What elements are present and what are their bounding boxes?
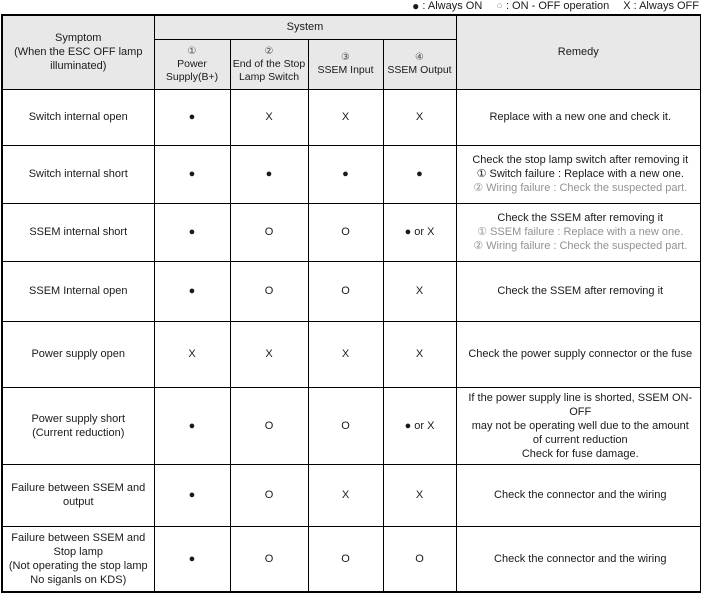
signal-cell: ● <box>154 387 230 464</box>
legend-always-off-label: : Always OFF <box>633 0 699 12</box>
remedy-column-header: Remedy <box>456 15 701 89</box>
symptom-cell: SSEM Internal open <box>2 261 154 321</box>
remedy-cell: Check the stop lamp switch after removing it ① Switch failure : Replace with a new one. ② Wiring failure : Check the suspected part. <box>456 145 701 203</box>
remedy-cell: If the power supply line is shorted, SSEM ON-OFF may not be operating well due to the amount of current reduction Check for fuse damage. <box>456 387 701 464</box>
header-row-system <box>2 15 701 39</box>
signal-cell: X <box>230 89 308 145</box>
table-row <box>2 526 701 592</box>
signal-cell: O <box>230 464 308 526</box>
circled-2-icon: ② <box>264 45 274 57</box>
column-label: End of the Stop Lamp Switch <box>232 57 306 83</box>
remedy-cell: Check the connector and the wiring <box>456 464 701 526</box>
symptom-cell: Failure between SSEM and output <box>2 464 154 526</box>
table-row <box>2 387 701 464</box>
column-header-power-supply <box>154 39 230 89</box>
signal-cell: ● <box>154 526 230 592</box>
signal-cell: X <box>154 321 230 387</box>
signal-cell: X <box>308 89 383 145</box>
circled-1-icon: ① <box>187 45 197 57</box>
signal-cell: ● <box>154 203 230 261</box>
signal-cell: O <box>230 526 308 592</box>
symptom-column-header <box>2 15 154 89</box>
signal-cell: O <box>308 387 383 464</box>
symptom-cell: Power supply short (Current reduction) <box>2 387 154 464</box>
remedy-cell: Check the SSEM after removing it <box>456 261 701 321</box>
signal-cell: ● <box>154 145 230 203</box>
signal-cell: O <box>230 261 308 321</box>
signal-cell: O <box>308 526 383 592</box>
signal-cell: ● <box>308 145 383 203</box>
filled-circle-icon: ● <box>412 0 420 13</box>
signal-cell: O <box>230 203 308 261</box>
legend-always-on <box>412 0 482 13</box>
column-header-stop-lamp-switch <box>230 39 308 89</box>
signal-cell: ● <box>383 145 456 203</box>
legend-always-on-label: : Always ON <box>422 0 483 12</box>
open-circle-icon: ○ <box>496 0 503 12</box>
signal-cell: O <box>230 387 308 464</box>
symptom-cell: Failure between SSEM and Stop lamp (Not operating the stop lamp No siganls on KDS) <box>2 526 154 592</box>
signal-cell: ● or X <box>383 387 456 464</box>
remedy-cell: Check the SSEM after removing it ① SSEM failure : Replace with a new one. ② Wiring failure : Check the suspected part. <box>456 203 701 261</box>
symptom-cell: SSEM internal short <box>2 203 154 261</box>
signal-cell: X <box>230 321 308 387</box>
signal-cell: ● <box>154 261 230 321</box>
table-row <box>2 89 701 145</box>
remedy-cell: Replace with a new one and check it. <box>456 89 701 145</box>
symptom-header-line: illuminated) <box>50 60 107 73</box>
system-column-group-header: System <box>154 15 456 39</box>
signal-cell: X <box>308 321 383 387</box>
signal-cell: X <box>383 89 456 145</box>
table-row <box>2 145 701 203</box>
column-label: SSEM Output <box>387 64 452 76</box>
x-mark-icon: X <box>623 0 631 12</box>
table-row <box>2 321 701 387</box>
signal-cell: O <box>308 203 383 261</box>
symptom-cell: Power supply open <box>2 321 154 387</box>
symbol-legend <box>412 0 699 13</box>
remedy-cell: Check the power supply connector or the fuse <box>456 321 701 387</box>
signal-cell: O <box>383 526 456 592</box>
signal-cell: ● <box>154 464 230 526</box>
signal-cell: X <box>383 261 456 321</box>
signal-cell: O <box>308 261 383 321</box>
circled-4-icon: ④ <box>415 52 424 63</box>
signal-cell: X <box>383 321 456 387</box>
circled-3-icon: ③ <box>341 52 350 63</box>
symptom-cell: Switch internal short <box>2 145 154 203</box>
signal-cell: ● <box>230 145 308 203</box>
signal-cell: ● <box>154 89 230 145</box>
legend-always-off <box>623 0 699 13</box>
remedy-cell: Check the connector and the wiring <box>456 526 701 592</box>
table-row <box>2 261 701 321</box>
symptom-header-line: Symptom <box>55 32 102 45</box>
legend-on-off-label: : ON - OFF operation <box>505 0 610 12</box>
legend-on-off <box>496 0 609 13</box>
column-label: Power Supply(B+) <box>165 57 219 83</box>
diagnostic-table <box>1 14 701 593</box>
column-header-ssem-output <box>383 39 456 89</box>
signal-cell: ● or X <box>383 203 456 261</box>
signal-cell: X <box>308 464 383 526</box>
column-header-ssem-input <box>308 39 383 89</box>
table-row <box>2 203 701 261</box>
signal-cell: X <box>383 464 456 526</box>
column-label: SSEM Input <box>317 64 374 76</box>
symptom-header-line: (When the ESC OFF lamp <box>14 46 143 59</box>
symptom-cell: Switch internal open <box>2 89 154 145</box>
table-row <box>2 464 701 526</box>
